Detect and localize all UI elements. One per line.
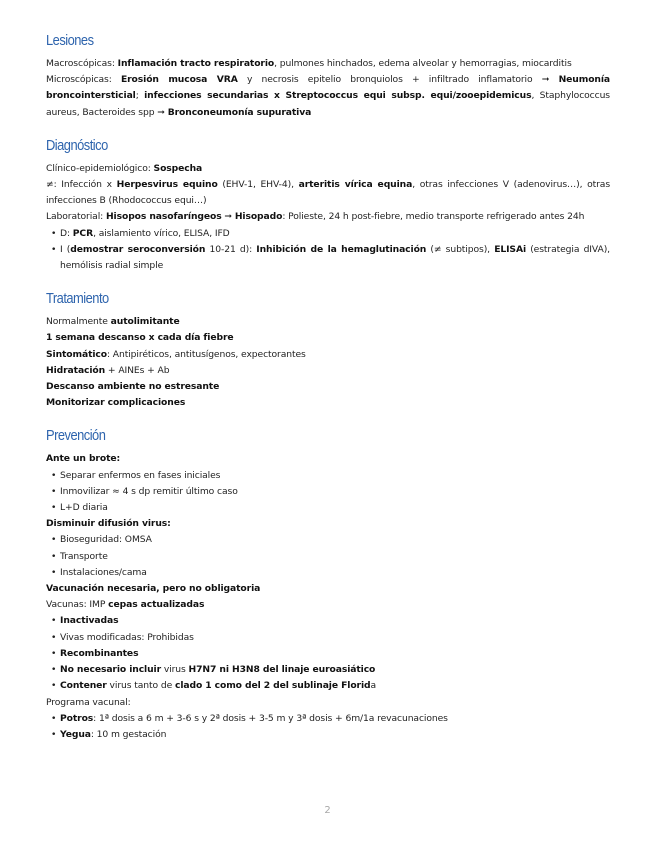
text: D:: [60, 227, 73, 239]
page-number: 2: [324, 805, 331, 816]
text: (≠ subtipos),: [426, 243, 495, 255]
list-item: [60, 711, 610, 727]
text: y necrosis epitelio bronquiolos + infiltrado inflamatorio ➞: [237, 74, 559, 86]
text: I (: [60, 243, 71, 255]
difusion-list: [46, 532, 610, 581]
list-item: [60, 613, 610, 629]
lesiones-microscopicas: [46, 72, 610, 121]
list-item: • Instalaciones/cama: [60, 565, 610, 581]
bold-text: Neumonía broncointersticial: [46, 74, 610, 102]
bold-text: autolimitante: [110, 316, 180, 328]
bold-text: Disminuir difusión virus:: [46, 518, 171, 530]
text: ;: [135, 90, 145, 102]
prevencion-difusion-label: [46, 516, 610, 532]
list-item: • Vivas modificadas: Prohibidas: [60, 630, 610, 646]
section-tratamiento: [46, 288, 610, 411]
brote-list: [46, 468, 610, 517]
bold-text: Inactivadas: [60, 615, 119, 627]
section-lesiones: [46, 30, 610, 121]
bold-text: Vacunación necesaria, pero no obligatoria: [46, 583, 261, 595]
bold-text: ELISAi: [494, 243, 527, 255]
text: a: [370, 680, 377, 692]
tratamiento-line: [46, 347, 610, 363]
bold-text: demostrar seroconversión: [70, 243, 206, 255]
bold-text: arteritis vírica equina: [298, 179, 413, 191]
bold-text: Ante un brote:: [46, 453, 121, 465]
bold-text: Sintomático: [46, 348, 107, 360]
list-item: • Transporte: [60, 549, 610, 565]
text: , otras infecciones V (adenovirus…), otras infecciones B (Rhodococcus equi…): [46, 179, 611, 207]
list-item: • Inmovilizar ≈ 4 s dp remitir último caso: [60, 484, 610, 500]
bold-text: Hisopos nasofaríngeos: [105, 211, 222, 223]
text: : 1ª dosis a 6 m + 3-6 s y 2ª dosis + 3-5 m y 3ª dosis + 6m/1a revacunaciones: [93, 712, 448, 724]
bold-text: Inflamación tracto respiratorio: [117, 58, 275, 69]
text: ≠: Infección x: [46, 179, 117, 191]
bold-text: Potros: [60, 712, 94, 724]
list-item: [60, 226, 610, 242]
text: virus tanto de: [106, 680, 175, 692]
bold-text: Hidratación: [46, 364, 106, 376]
label: Clínico-epidemiológico:: [46, 162, 154, 174]
label: Macroscópicas:: [46, 58, 118, 69]
bold-text: PCR: [72, 227, 94, 239]
text: (estrategia dIVA), hemólisis radial simple: [60, 243, 610, 272]
text: , aislamiento vírico, ELISA, IFD: [93, 227, 230, 239]
text: , pulmones hinchados, edema alveolar y hemorragias, miocarditis: [274, 58, 572, 69]
diagnostico-list: [46, 226, 610, 275]
bold-text: No necesario incluir: [60, 664, 162, 676]
bold-text: Herpesvirus equino: [116, 179, 218, 191]
bold-text: Recombinantes: [60, 647, 139, 659]
bold-text: Inhibición de la hemaglutinación: [256, 243, 427, 255]
bold-text: Hisopado: [234, 211, 283, 223]
list-item: • Separar enfermos en fases iniciales: [60, 468, 610, 484]
tratamiento-line: [46, 395, 610, 411]
text: virus: [161, 664, 189, 676]
heading-tratamiento: Tratamiento: [46, 290, 109, 308]
bold-text: Bronconeumonía supurativa: [167, 106, 312, 118]
prevencion-brote-label: [46, 451, 610, 467]
heading-diagnostico: Diagnóstico: [46, 136, 108, 154]
label: Microscópicas:: [46, 74, 121, 86]
tratamiento-line: [46, 314, 610, 330]
tratamiento-line: [46, 379, 610, 395]
text: : Polieste, 24 h post-fiebre, medio transporte refrigerado antes 24h: [282, 211, 585, 223]
diagnostico-diferencial: [46, 177, 610, 209]
list-item: • L+D diaria: [60, 500, 610, 516]
diagnostico-clinico: [46, 161, 610, 177]
bold-text: 1 semana descanso x cada día fiebre: [46, 332, 234, 344]
list-item: [60, 662, 610, 678]
prevencion-vacunas: [46, 597, 610, 613]
bold-text: Contener: [60, 680, 107, 692]
programa-list: [46, 711, 610, 743]
section-prevencion: [46, 425, 610, 743]
list-item: [60, 242, 610, 274]
bold-text: infecciones secundarias x Streptococcus equi subsp. equi/zooepidemicus: [144, 90, 532, 102]
prevencion-vacunacion-label: [46, 581, 610, 597]
list-item: • Bioseguridad: OMSA: [60, 532, 610, 548]
text: + AINEs + Ab: [105, 364, 170, 376]
tratamiento-line: [46, 363, 610, 379]
bold-text: clado 1 como del 2 del sublinaje Florid: [174, 680, 371, 692]
text: , Staphylococcus aureus, Bacteroides spp ➞: [46, 90, 610, 118]
diagnostico-laboratorial: [46, 209, 610, 225]
bold-text: Yegua: [60, 728, 91, 740]
heading-prevencion: Prevención: [46, 427, 106, 445]
heading-lesiones: Lesiones: [46, 32, 94, 49]
section-diagnostico: [46, 135, 610, 274]
bold-text: Descanso ambiente no estresante: [46, 381, 220, 393]
page-content: [46, 30, 610, 743]
bold-text: cepas actualizadas: [108, 599, 205, 611]
list-item: [60, 678, 610, 694]
bold-text: H7N7 ni H3N8 del linaje euroasiático: [188, 664, 376, 676]
bold-text: Sospecha: [153, 162, 203, 174]
bold-text: Monitorizar complicaciones: [46, 397, 186, 409]
vacunas-list: [46, 613, 610, 694]
prevencion-programa-label: Programa vacunal:: [46, 696, 131, 708]
text: : Antipiréticos, antitusígenos, expectorantes: [106, 348, 306, 360]
text: (EHV-1, EHV-4),: [217, 179, 299, 191]
list-item: [60, 646, 610, 662]
label: Laboratorial:: [46, 211, 106, 223]
text: Normalmente: [46, 316, 111, 328]
text: 10-21 d):: [205, 243, 257, 255]
text: : 10 m gestación: [90, 728, 167, 740]
bold-text: Erosión mucosa VRA: [120, 74, 238, 86]
list-item: [60, 727, 610, 743]
text: Vacunas: IMP: [46, 599, 109, 611]
tratamiento-line: [46, 330, 610, 346]
arrow: ➞: [221, 211, 235, 223]
lesiones-macroscopicas: [46, 56, 610, 72]
